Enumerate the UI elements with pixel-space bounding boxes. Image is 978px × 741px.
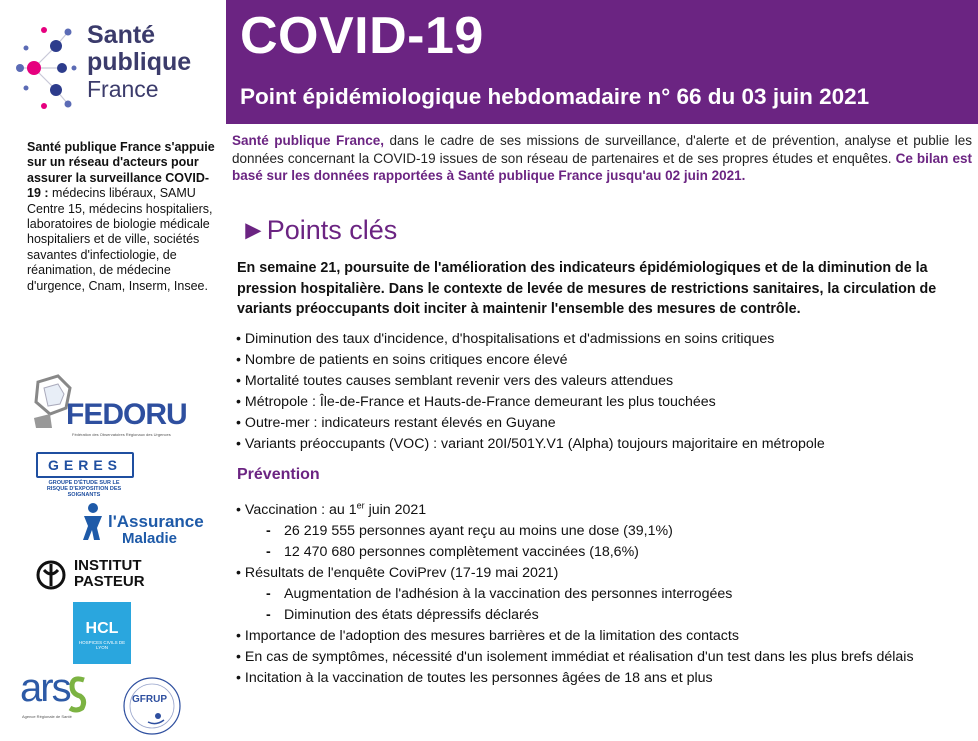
page-title: COVID-19 (240, 7, 484, 65)
ars-subtitle: Agence Régionale de Santé (22, 714, 72, 719)
prevention-heading: Prévention (237, 466, 320, 483)
ars-name (20, 666, 70, 711)
points-cles-heading: ►Points clés (240, 215, 398, 245)
key-point: • Variants préoccupants (VOC) : variant 20I/501Y.V1 (Alpha) toujours majoritaire en métropole (236, 434, 825, 455)
pasteur-line-2: PASTEUR (74, 573, 145, 590)
intro-bold: Ce bilan est basé sur les données rapportées à Santé publique France jusqu'au 02 juin 2021. (232, 150, 972, 183)
network-list: médecins libéraux, SAMU Centre 15, médecins hospitaliers, laboratoires de biologie médicale hospitaliers et de ville, sociétés savantes d'infectiologie, de réanimation, de médecine d'urgence, Cnam, Inserm, Insee. (27, 186, 213, 293)
assurance-figure-icon (80, 502, 106, 542)
prevention-subitem: - Augmentation de l'adhésion à la vaccination des personnes interrogées (236, 584, 914, 605)
prevention-item: • Importance de l'adoption des mesures barrières et de la limitation des contacts (236, 626, 914, 647)
header-banner (226, 0, 978, 124)
key-point: • Nombre de patients en soins critiques encore élevé (236, 350, 825, 371)
network-description (27, 140, 217, 294)
assurance-maladie-logo (80, 498, 204, 548)
logo-line-3: France (87, 76, 159, 102)
intro-org: Santé publique France, (232, 133, 385, 148)
ars-text: ars (20, 666, 70, 710)
key-point: • Outre-mer : indicateurs restant élevés en Guyane (236, 413, 825, 434)
prevention-item-vaccination (236, 500, 914, 521)
geres-logo (36, 452, 132, 500)
intro-text: dans le cadre de ses missions de surveillance, d'alerte et de prévention, analyse et publie les données concernant la COVID-19 issues de son réseau de partenaires et de ses propres études et enquêtes. (232, 133, 973, 166)
logo-line-1: Santé (87, 21, 156, 49)
pasteur-line-1: INSTITUT (74, 557, 142, 574)
fedoru-subtitle: Fédération des Observatoires Régionaux des Urgences (72, 432, 171, 437)
gfrup-emblem-icon (118, 676, 186, 736)
assurance-line-2: Maladie (122, 530, 178, 547)
fedoru-name: FEDORU (66, 398, 187, 431)
gfrup-logo (118, 676, 186, 736)
logo-line-2: publique (87, 48, 192, 76)
hcl-name: HCL (85, 620, 119, 637)
vacc-superscript: er (356, 500, 365, 511)
spf-network-icon (12, 18, 82, 114)
spf-logo (12, 18, 212, 118)
key-point: • Mortalité toutes causes semblant revenir vers des valeurs attendues (236, 371, 825, 392)
prevention-list (236, 500, 914, 689)
prevention-item: • En cas de symptômes, nécessité d'un isolement immédiat et réalisation d'un test dans les plus brefs délais (236, 647, 914, 668)
gfrup-name: GFRUP (132, 694, 167, 705)
vacc-text-a: Vaccination : au 1 (244, 502, 357, 518)
prevention-subitem: - 12 470 680 personnes complètement vaccinées (18,6%) (236, 542, 914, 563)
key-points-list (236, 329, 825, 455)
assurance-line-1: l'Assurance (108, 512, 204, 531)
ars-s-icon (68, 674, 88, 714)
pasteur-icon (36, 560, 66, 590)
prevention-subitem: - 26 219 555 personnes ayant reçu au moins une dose (39,1%) (236, 521, 914, 542)
vacc-text-b: juin 2021 (364, 502, 427, 518)
prevention-item-survey: • Résultats de l'enquête CoviPrev (17-19 mai 2021) (236, 563, 914, 584)
network-bold: Santé publique France s'appuie sur un réseau d'acteurs pour assurer la surveillance COVID-19 : (27, 140, 215, 201)
page-subtitle: Point épidémiologique hebdomadaire n° 66 du 03 juin 2021 (240, 84, 870, 109)
hcl-logo (73, 602, 131, 664)
ars-logo (20, 666, 92, 730)
sidebar (0, 0, 222, 739)
prevention-subitem: - Diminution des états dépressifs déclarés (236, 605, 914, 626)
intro-paragraph (232, 132, 972, 185)
institut-pasteur-logo (36, 558, 166, 592)
geres-subtitle: GROUPE D'ÉTUDE SUR LE RISQUE D'EXPOSITION DES SOIGNANTS (46, 480, 122, 498)
prevention-item: • Incitation à la vaccination de toutes les personnes âgées de 18 ans et plus (236, 668, 914, 689)
spf-logo-text (87, 22, 191, 103)
fedoru-logo (30, 372, 190, 440)
key-point: • Diminution des taux d'incidence, d'hospitalisations et d'admissions en soins critiques (236, 329, 825, 350)
points-lead: En semaine 21, poursuite de l'amélioration des indicateurs épidémiologiques et de la diminution de la pression hospitalière. Dans le contexte de levée de mesures de restrictions sanitaires, la circulation de variants préoccupants doit inciter à maintenir l'ensemble des mesures de contrôle. (237, 260, 937, 317)
geres-name: GERES (36, 452, 134, 478)
key-point: • Métropole : Île-de-France et Hauts-de-France demeurant les plus touchées (236, 392, 825, 413)
hcl-subtitle: HOSPICES CIVILS DE LYON (78, 640, 126, 650)
